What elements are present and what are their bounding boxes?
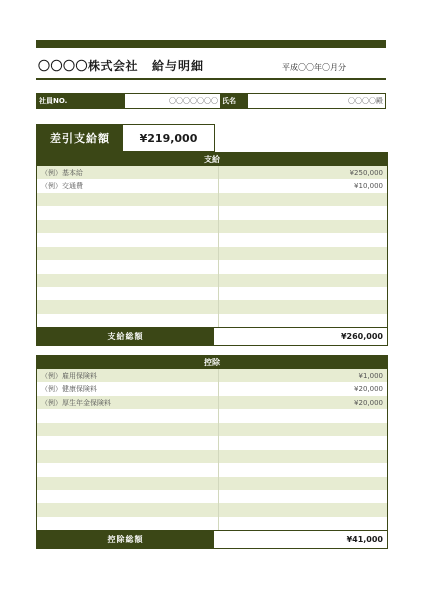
- item-amount: [219, 450, 387, 463]
- item-label: [37, 463, 219, 476]
- item-label: [37, 423, 219, 436]
- payments-total-row: [37, 327, 387, 345]
- item-label: [37, 193, 219, 206]
- item-amount: [219, 300, 387, 313]
- item-label: （例）健康保険料: [37, 382, 219, 395]
- item-amount: ¥20,000: [354, 398, 383, 407]
- item-label: [37, 436, 219, 449]
- table-row: [37, 477, 387, 490]
- item-amount: [219, 423, 387, 436]
- item-label: （例）厚生年金保険料: [37, 396, 219, 409]
- company-name: 〇〇〇〇株式会社: [38, 59, 139, 73]
- table-row: [37, 260, 387, 273]
- payments-total-value: ¥260,000: [214, 328, 387, 345]
- item-amount: [219, 233, 387, 246]
- item-amount: [219, 220, 387, 233]
- item-label: [37, 206, 219, 219]
- item-label: [37, 260, 219, 273]
- item-amount: [219, 206, 387, 219]
- table-row: [37, 490, 387, 503]
- item-amount: [219, 409, 387, 422]
- table-row: [37, 436, 387, 449]
- payments-section: [36, 152, 388, 346]
- document-title: 給与明細: [152, 59, 205, 73]
- net-pay-value: ¥219,000: [139, 131, 198, 145]
- table-row: [37, 517, 387, 530]
- item-label: （例）基本給: [37, 166, 219, 179]
- table-row: [37, 247, 387, 260]
- item-label: [37, 450, 219, 463]
- name-label: 氏名: [220, 94, 248, 108]
- item-amount: ¥1,000: [358, 371, 383, 380]
- item-amount: [219, 477, 387, 490]
- employee-no-value: 〇〇〇〇〇〇〇: [169, 97, 218, 105]
- item-amount: [219, 274, 387, 287]
- deductions-total-label: 控除総額: [37, 531, 214, 548]
- table-row: [37, 193, 387, 206]
- item-amount: ¥10,000: [354, 182, 383, 191]
- item-amount: [219, 247, 387, 260]
- deductions-total-row: [37, 530, 387, 548]
- item-label: [37, 503, 219, 516]
- item-label: （例）交通費: [37, 179, 219, 192]
- table-row: [37, 220, 387, 233]
- item-amount: [219, 314, 387, 327]
- table-row: [37, 300, 387, 313]
- item-amount: [219, 436, 387, 449]
- employee-no-label: 社員NO.: [37, 94, 125, 108]
- item-label: [37, 287, 219, 300]
- item-amount: [219, 490, 387, 503]
- item-label: [37, 477, 219, 490]
- net-pay-box: [36, 124, 215, 152]
- deductions-title: 控除: [37, 356, 387, 369]
- table-row: [37, 287, 387, 300]
- table-row: [37, 314, 387, 327]
- table-row: [37, 206, 387, 219]
- table-row: [37, 396, 387, 409]
- table-row: [37, 166, 387, 179]
- table-row: [37, 382, 387, 395]
- payments-rows: [37, 166, 387, 327]
- item-label: [37, 409, 219, 422]
- item-amount: [219, 193, 387, 206]
- item-amount: ¥20,000: [354, 385, 383, 394]
- item-label: [37, 233, 219, 246]
- net-pay-label: 差引支給額: [37, 125, 123, 151]
- table-row: [37, 179, 387, 192]
- table-row: [37, 450, 387, 463]
- item-label: [37, 247, 219, 260]
- name-value: 〇〇〇〇殿: [348, 97, 383, 105]
- table-row: [37, 369, 387, 382]
- table-row: [37, 409, 387, 422]
- item-amount: [219, 287, 387, 300]
- item-label: [37, 274, 219, 287]
- item-label: [37, 490, 219, 503]
- item-label: [37, 517, 219, 530]
- deductions-section: [36, 355, 388, 549]
- table-row: [37, 274, 387, 287]
- item-label: （例）雇用保険料: [37, 369, 219, 382]
- table-row: [37, 233, 387, 246]
- header-bar: [36, 40, 386, 48]
- item-label: [37, 300, 219, 313]
- deductions-total-value: ¥41,000: [214, 531, 387, 548]
- table-row: [37, 463, 387, 476]
- table-row: [37, 503, 387, 516]
- employee-info-row: [36, 93, 386, 109]
- deductions-rows: [37, 369, 387, 530]
- table-row: [37, 423, 387, 436]
- item-amount: [219, 503, 387, 516]
- item-amount: ¥250,000: [349, 168, 383, 177]
- item-amount: [219, 517, 387, 530]
- payments-title: 支給: [37, 153, 387, 166]
- item-label: [37, 220, 219, 233]
- item-amount: [219, 260, 387, 273]
- title-row: [36, 48, 386, 80]
- pay-period: 平成〇〇年〇月分: [282, 63, 346, 72]
- item-label: [37, 314, 219, 327]
- payments-total-label: 支給総額: [37, 328, 214, 345]
- item-amount: [219, 463, 387, 476]
- payslip-header: [36, 40, 386, 152]
